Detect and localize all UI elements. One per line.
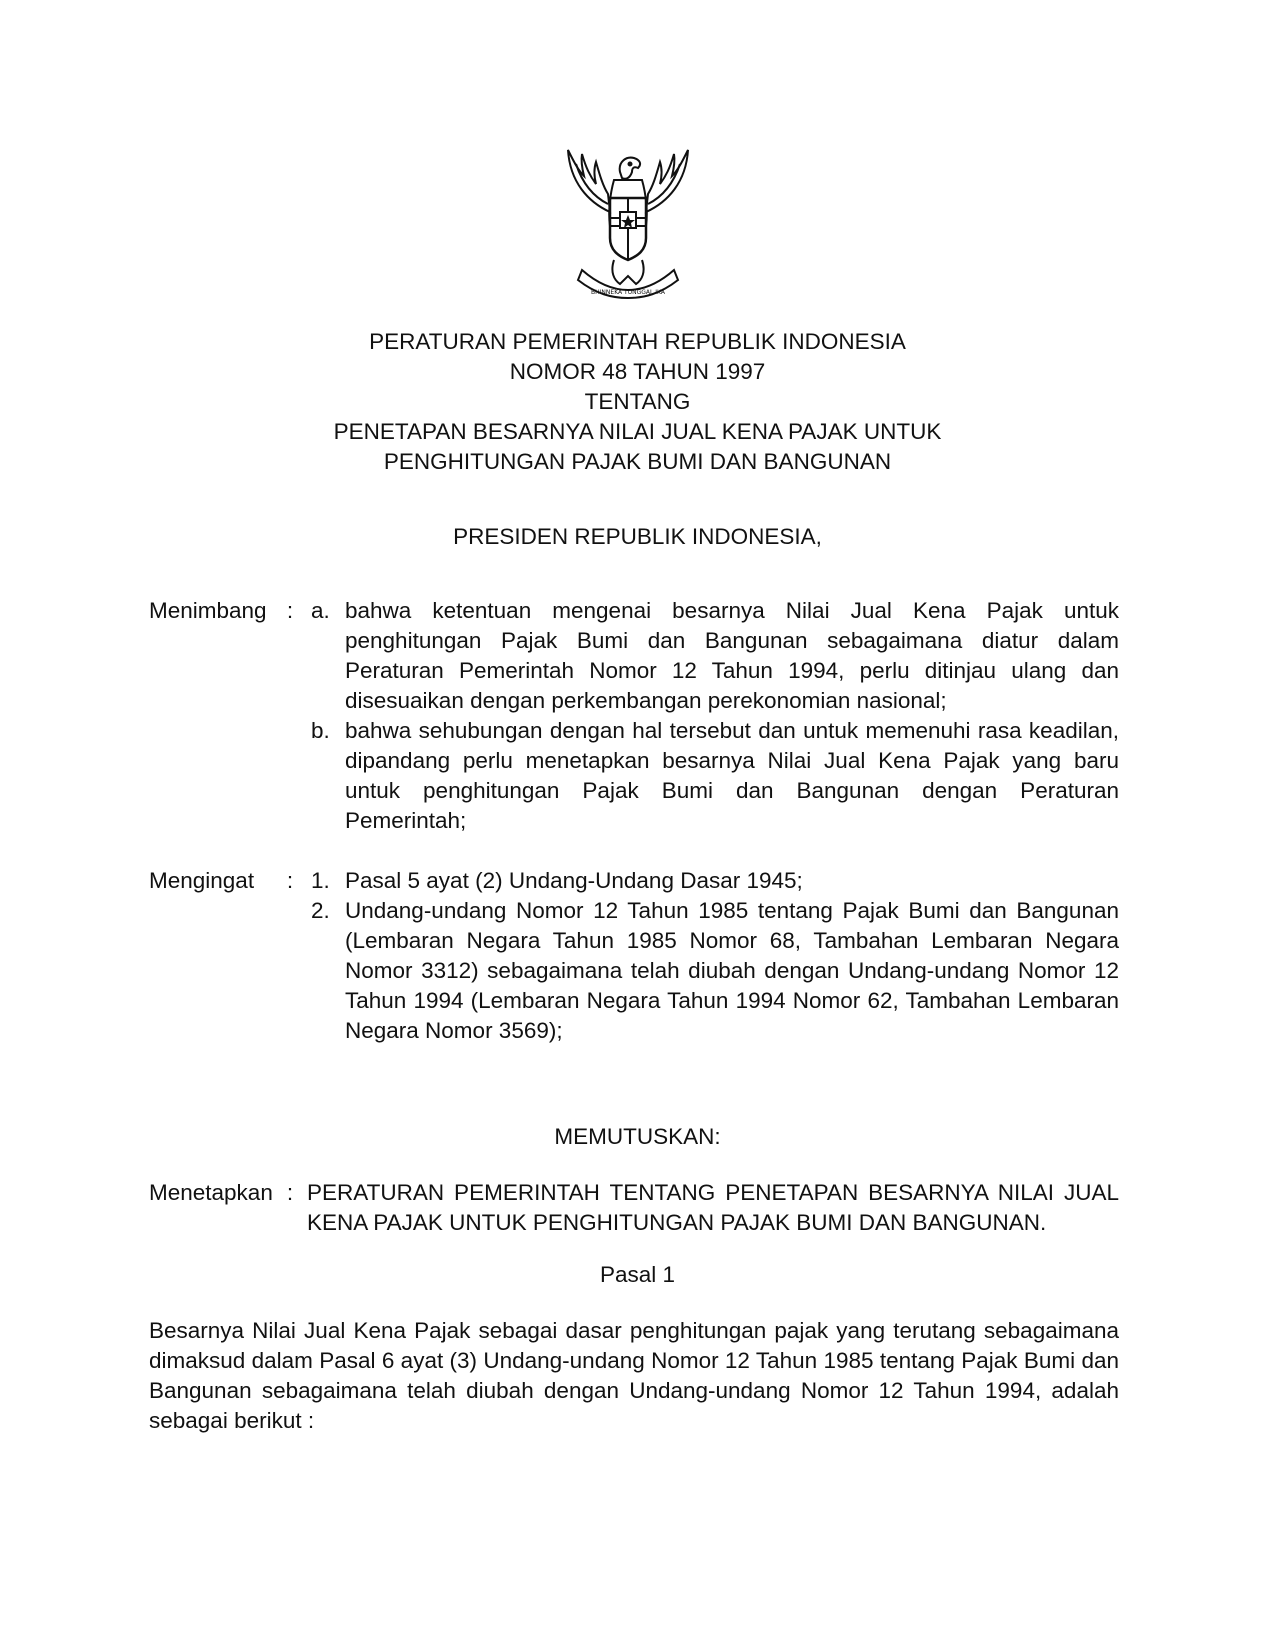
title-line: NOMOR 48 TAHUN 1997 xyxy=(509,359,766,384)
garuda-pancasila-emblem-icon xyxy=(548,142,708,302)
item-marker: 2. xyxy=(311,898,330,923)
pasal-1-paragraph: Besarnya Nilai Jual Kena Pajak sebagai dasar penghitungan pajak yang terutang sebagaimana dimaksud dalam Pasal 6 ayat (3) Undang-undang Nomor 12 Tahun 1985 tentang Pajak Bumi dan Bangunan sebagaimana telah diubah dengan Undang-undang Nomor 12 Tahun 1994, adalah sebagai berikut : xyxy=(149,1318,1119,1433)
svg-text:BHINNEKA TUNGGAL IKA: BHINNEKA TUNGGAL IKA xyxy=(591,289,665,296)
item-marker: 1. xyxy=(311,868,330,893)
colon: : xyxy=(286,598,294,623)
item-marker: a. xyxy=(311,598,330,623)
menetapkan-label: Menetapkan xyxy=(149,1180,273,1205)
mengingat-label: Mengingat xyxy=(149,868,255,893)
title-line: PENGHITUNGAN PAJAK BUMI DAN BANGUNAN xyxy=(383,449,892,474)
menetapkan-section xyxy=(149,1178,1119,1238)
menimbang-item-text: bahwa sehubungan dengan hal tersebut dan untuk memenuhi rasa keadilan, dipandang perlu menetapkan besarnya Nilai Jual Kena Pajak yang baru untuk penghitungan Pajak Bumi dan Bangunan dengan Peraturan Pemerintah; xyxy=(345,718,1119,833)
memutuskan-heading: MEMUTUSKAN: xyxy=(554,1124,721,1149)
colon: : xyxy=(286,1180,294,1205)
item-marker: b. xyxy=(311,718,330,743)
pasal-heading: Pasal 1 xyxy=(599,1262,676,1287)
mengingat-item-text: Undang-undang Nomor 12 Tahun 1985 tentang Pajak Bumi dan Bangunan (Lembaran Negara Tahun 1985 Nomor 68, Tambahan Lembaran Negara Nomor 3312) sebagaimana telah diubah dengan Undang-undang Nomor 12 Tahun 1994 (Lembaran Negara Tahun 1994 Nomor 62, Tambahan Lembaran Negara Nomor 3569); xyxy=(345,898,1119,1043)
title-line: PERATURAN PEMERINTAH REPUBLIK INDONESIA xyxy=(369,329,906,354)
menimbang-item-text: bahwa ketentuan mengenai besarnya Nilai Jual Kena Pajak untuk penghitungan Pajak Bumi dan Bangunan sebagaimana diatur dalam Peraturan Pemerintah Nomor 12 Tahun 1994, perlu ditinjau ulang dan disesuaikan dengan perkembangan perekonomian nasional; xyxy=(345,598,1119,713)
president-heading: PRESIDEN REPUBLIK INDONESIA, xyxy=(453,524,822,549)
mengingat-item-text: Pasal 5 ayat (2) Undang-Undang Dasar 1945; xyxy=(345,868,803,893)
menetapkan-text: PERATURAN PEMERINTAH TENTANG PENETAPAN BESARNYA NILAI JUAL KENA PAJAK UNTUK PENGHITUNGAN PAJAK BUMI DAN BANGUNAN. xyxy=(307,1180,1119,1235)
menimbang-label: Menimbang xyxy=(149,598,267,623)
colon: : xyxy=(286,868,294,893)
menimbang-section xyxy=(149,596,1119,836)
title-line: TENTANG xyxy=(584,389,691,414)
document-title xyxy=(0,327,1275,477)
mengingat-section xyxy=(149,866,1119,1046)
title-line: PENETAPAN BESARNYA NILAI JUAL KENA PAJAK UNTUK xyxy=(333,419,942,444)
